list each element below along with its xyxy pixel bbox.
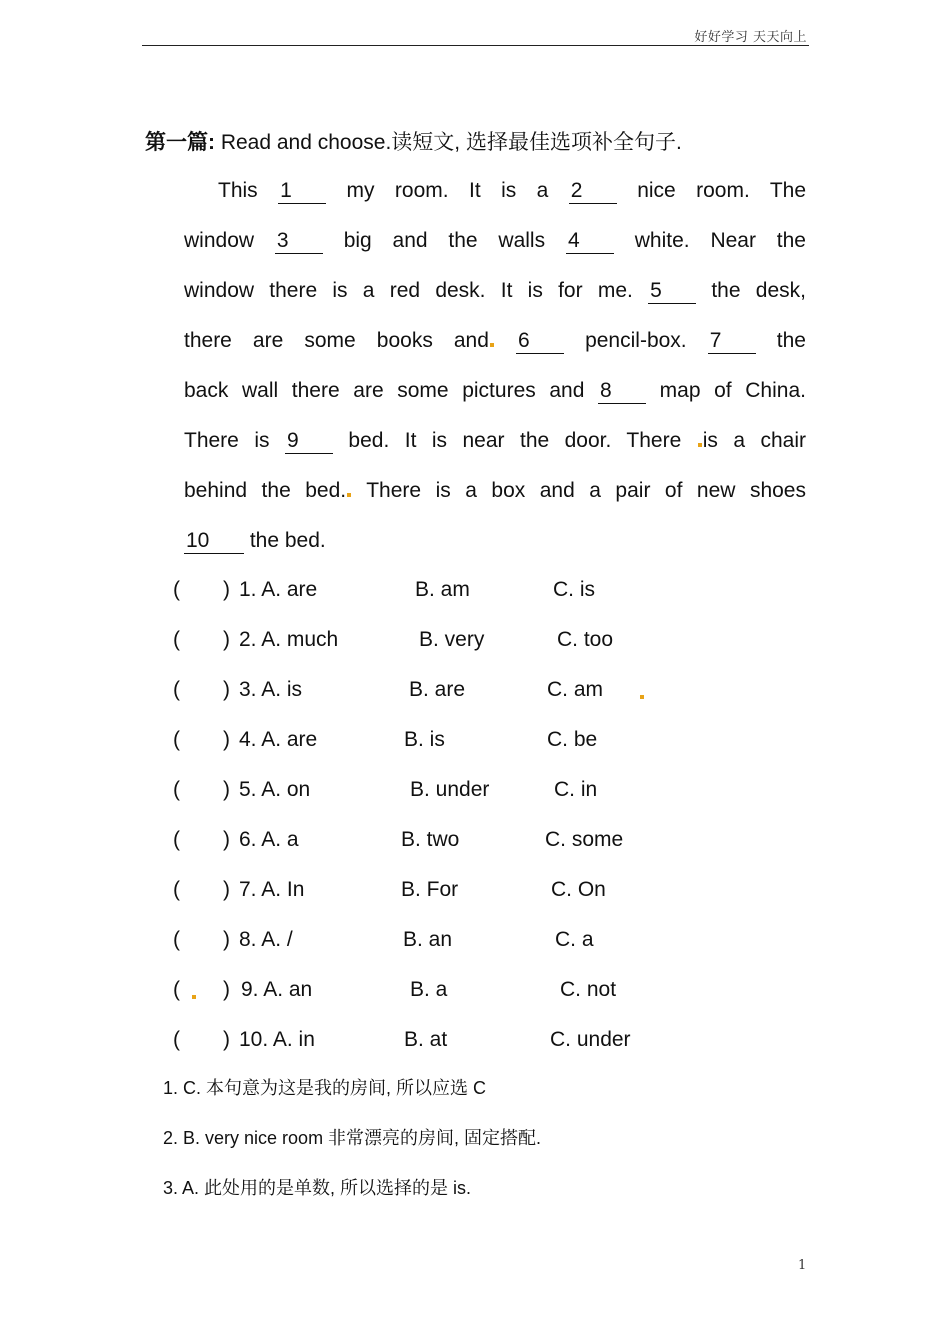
option-a: 6. A. a <box>239 828 299 851</box>
passage-text: there are some books and <box>184 329 495 352</box>
passage-text: the bed. <box>249 529 326 552</box>
passage-text: big and the walls <box>343 229 546 252</box>
question-paren-right: ) <box>223 1028 230 1051</box>
passage-text: window <box>184 229 255 252</box>
passage-text: nice room. The <box>637 179 807 202</box>
option-c: C. too <box>557 628 614 651</box>
passage-text: the <box>776 329 806 352</box>
option-b: B. two <box>401 828 460 851</box>
question-row <box>173 675 733 705</box>
option-c: C. in <box>554 778 598 801</box>
question-paren-right: ) <box>223 578 230 601</box>
question-paren-right: ) <box>223 928 230 951</box>
passage-text: the desk, <box>711 279 806 302</box>
option-c: C. be <box>547 728 598 751</box>
option-b: B. is <box>404 728 445 751</box>
option-b: B. a <box>410 978 448 1001</box>
passage-text: There is a box and a pair of new shoes <box>366 479 806 502</box>
explanation-2: 2. B. very nice room 非常漂亮的房间, 固定搭配. <box>163 1128 542 1148</box>
blank-1: 1 <box>278 179 326 204</box>
passage-line-2 <box>184 226 806 256</box>
passage-text: bed. It is near the door. There <box>348 429 682 452</box>
passage-line-3 <box>184 276 806 306</box>
question-paren-left: ( <box>173 628 180 651</box>
question-row <box>173 1025 733 1055</box>
option-a: 2. A. much <box>239 628 339 651</box>
blank-8: 8 <box>598 379 646 404</box>
option-a: 10. A. in <box>239 1028 315 1051</box>
blank-5: 5 <box>648 279 696 304</box>
question-paren-right: ) <box>223 878 230 901</box>
question-paren-left: ( <box>173 778 180 801</box>
blank-2: 2 <box>569 179 617 204</box>
passage-text: my room. It is a <box>346 179 549 202</box>
marker-dot <box>490 343 494 347</box>
blank-6: 6 <box>516 329 564 354</box>
question-row <box>173 975 733 1005</box>
question-paren-left: ( <box>173 678 180 701</box>
question-row <box>173 575 733 605</box>
blank-9: 9 <box>285 429 333 454</box>
passage-text: behind the bed. <box>184 479 352 502</box>
question-paren-left: ( <box>173 578 180 601</box>
page-number: 1 <box>798 1258 807 1273</box>
section-title-rest: Read and choose.读短文, 选择最佳选项补全句子. <box>215 131 682 154</box>
passage-text: This <box>218 179 258 202</box>
passage-text: map of China. <box>659 379 806 402</box>
option-b: B. an <box>403 928 453 951</box>
question-paren-right: ) <box>223 778 230 801</box>
passage-line-5 <box>184 376 806 406</box>
question-row <box>173 625 733 655</box>
option-a: 8. A. / <box>239 928 293 951</box>
passage-line-8 <box>184 526 806 556</box>
option-a: 4. A. are <box>239 728 318 751</box>
passage-line-7 <box>184 476 806 506</box>
option-c: C. is <box>553 578 595 601</box>
option-a: 3. A. is <box>239 678 303 701</box>
question-paren-left: ( <box>173 878 180 901</box>
question-paren-right: ) <box>223 678 230 701</box>
question-paren-right: ) <box>223 728 230 751</box>
option-a: 9. A. an <box>241 978 313 1001</box>
option-c: C. some <box>545 828 624 851</box>
explanation-1: 1. C. 本句意为这是我的房间, 所以应选 C <box>163 1078 487 1098</box>
option-b: B. am <box>415 578 470 601</box>
option-a: 5. A. on <box>239 778 311 801</box>
section-title-bold: 第一篇: <box>145 131 215 154</box>
option-b: B. very <box>419 628 485 651</box>
option-c: C. am <box>547 678 604 701</box>
question-paren-right: ) <box>223 978 230 1001</box>
marker-dot <box>347 493 351 497</box>
option-b: B. are <box>409 678 466 701</box>
passage-text: window there is a red desk. It is for me. <box>184 279 633 302</box>
option-c: C. a <box>555 928 594 951</box>
question-paren-left: ( <box>173 828 180 851</box>
blank-4: 4 <box>566 229 614 254</box>
option-b: B. For <box>401 878 459 901</box>
passage-line-1 <box>218 176 806 206</box>
question-paren-left: ( <box>173 1028 180 1051</box>
passage-text: back wall there are some pictures and <box>184 379 585 402</box>
option-c: C. not <box>560 978 617 1001</box>
option-a: 7. A. In <box>239 878 305 901</box>
blank-3: 3 <box>275 229 323 254</box>
question-row <box>173 925 733 955</box>
passage-text: is a chair <box>697 429 806 452</box>
marker-dot <box>698 443 702 447</box>
option-c: C. On <box>551 878 606 901</box>
question-row <box>173 725 733 755</box>
explanation-3: 3. A. 此处用的是单数, 所以选择的是 is. <box>163 1178 472 1198</box>
marker-dot <box>192 995 196 999</box>
option-b: B. at <box>404 1028 448 1051</box>
option-b: B. under <box>410 778 490 801</box>
question-paren-right: ) <box>223 628 230 651</box>
passage-text: There is <box>184 429 270 452</box>
question-paren-right: ) <box>223 828 230 851</box>
option-c: C. under <box>550 1028 631 1051</box>
option-a: 1. A. are <box>239 578 318 601</box>
passage-text: pencil-box. <box>585 329 687 352</box>
passage-text: white. Near the <box>634 229 806 252</box>
marker-dot <box>640 695 644 699</box>
question-row <box>173 825 733 855</box>
question-row <box>173 775 733 805</box>
blank-10: 10 <box>184 529 244 554</box>
question-paren-left: ( <box>173 978 180 1001</box>
section-title <box>145 126 682 156</box>
blank-7: 7 <box>708 329 756 354</box>
question-row <box>173 875 733 905</box>
question-paren-left: ( <box>173 928 180 951</box>
page-header-text: 好好学习 天天向上 <box>694 30 807 45</box>
question-paren-left: ( <box>173 728 180 751</box>
passage-line-4 <box>184 326 806 356</box>
header-rule <box>142 45 809 46</box>
passage-line-6 <box>184 426 806 456</box>
